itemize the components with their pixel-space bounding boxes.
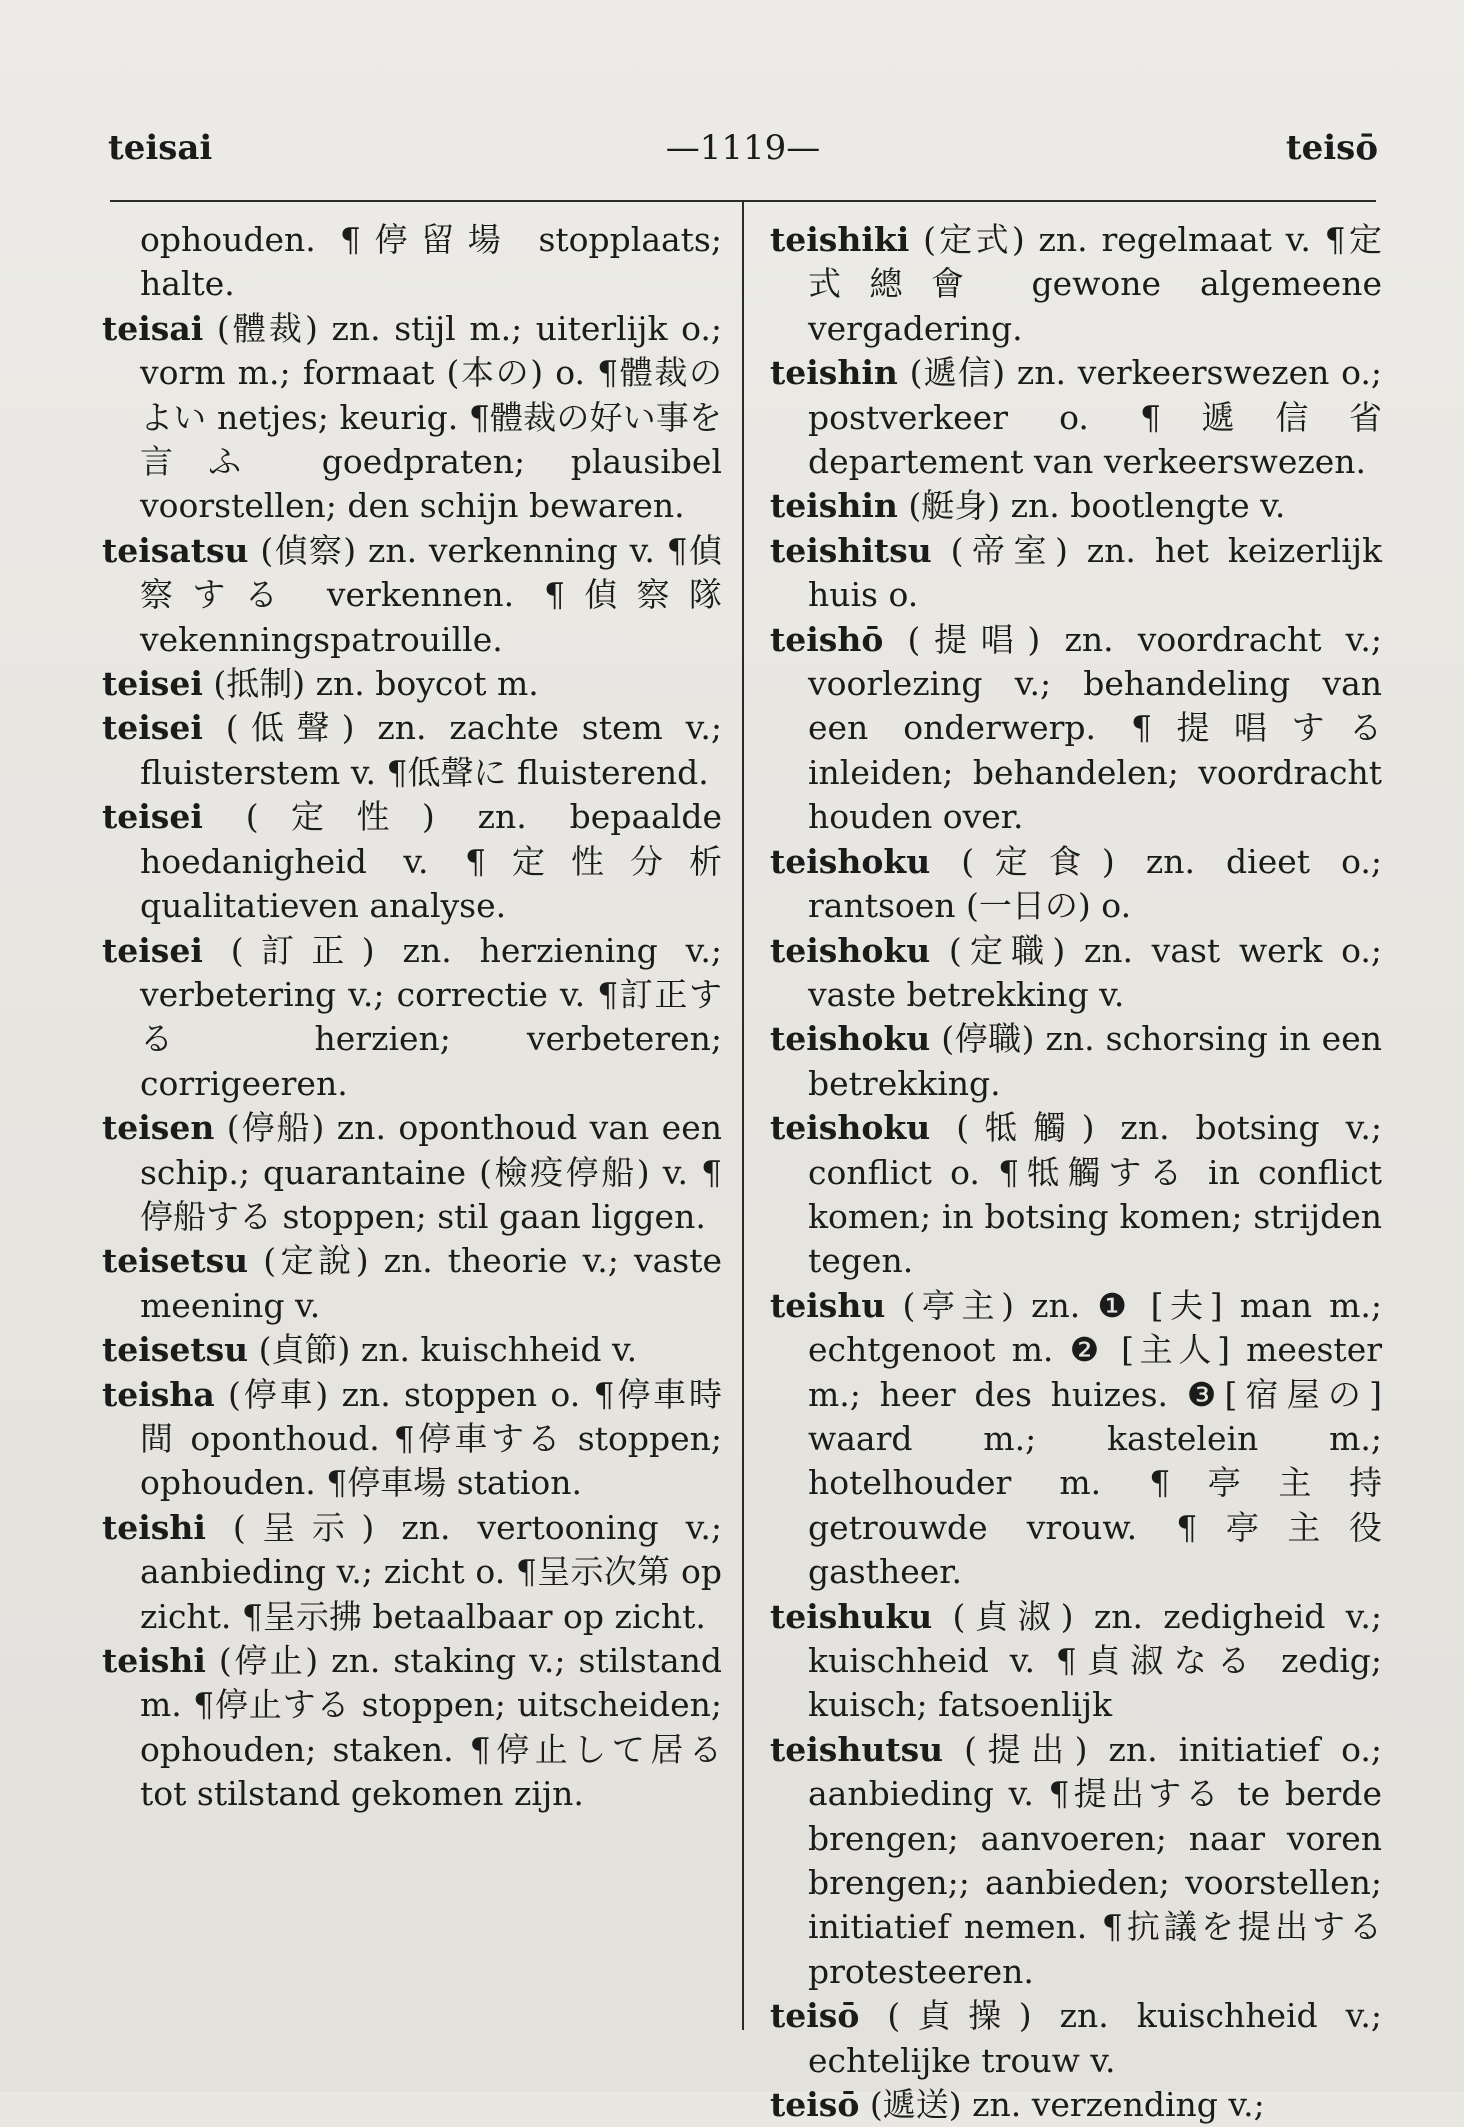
entry-headword: teisen [102, 1108, 215, 1148]
entry-definition: (定食) zn. dieet o.; rantsoen (一日の) o. [808, 841, 1382, 926]
entry-definition: (偵察) zn. verkenning v. ¶偵察する verkennen. ¶偵察隊 vekenningspatrouille. [140, 530, 722, 659]
entry-definition: (貞淑) zn. zedigheid v.; kuischheid v. ¶貞淑なる zedig; kuisch; fatsoenlijk [808, 1596, 1382, 1725]
dictionary-entry [102, 929, 722, 1107]
entry-definition: (遞送) zn. verzending v.; [859, 2085, 1265, 2125]
dictionary-entry [770, 1728, 1382, 1994]
dictionary-entry [770, 529, 1382, 618]
entry-headword: teisatsu [102, 530, 249, 570]
entry-definition: (訂正) zn. herziening v.; verbetering v.; correctie v. ¶訂正する herzien; verbeteren; corrigeeren. [140, 930, 722, 1103]
entry-definition: (定職) zn. vast werk o.; vaste betrekking v. [808, 930, 1382, 1014]
entry-headword: teishō [770, 619, 884, 659]
entry-continuation [102, 218, 722, 307]
entry-headword: teishutsu [770, 1729, 944, 1769]
entry-definition: (貞操) zn. kuischheid v.; echtelijke trouw v. [808, 1996, 1382, 2080]
entry-definition: (停船) zn. oponthoud van een schip.; quarantaine (檢疫停船) v. ¶停船する stoppen; stil gaan liggen. [140, 1108, 722, 1236]
entry-definition: (貞節) zn. kuischheid v. [248, 1330, 638, 1370]
dictionary-entry [770, 929, 1382, 1018]
entry-definition: (呈示) zn. vertooning v.; aanbieding v.; zicht o. ¶呈示次第 op zicht. ¶呈示拂 betaalbaar op zicht. [140, 1507, 722, 1636]
dictionary-entry [102, 1506, 722, 1639]
column-divider [742, 200, 744, 2030]
left-guide-word: teisai [108, 128, 213, 168]
entry-headword: teishin [770, 486, 898, 526]
dictionary-entry [770, 1595, 1382, 1728]
entry-headword: teisō [770, 2085, 860, 2125]
entry-headword: teishin [770, 353, 898, 393]
entry-headword: teishi [102, 1507, 206, 1547]
dictionary-entry [102, 706, 722, 795]
dictionary-entry [770, 1106, 1382, 1284]
entry-headword: teisō [770, 1996, 860, 2036]
dictionary-entry [770, 1017, 1382, 1106]
dictionary-entry [102, 307, 722, 529]
right-column [770, 218, 1382, 2127]
entry-definition: (停職) zn. schorsing in een betrekking. [808, 1019, 1382, 1103]
dictionary-entry [102, 662, 722, 706]
dictionary-entry [102, 795, 722, 928]
dictionary-entry [102, 1106, 722, 1239]
dictionary-entry [770, 484, 1382, 528]
dictionary-entry [770, 2083, 1382, 2127]
entry-definition: (牴觸) zn. botsing v.; conflict o. ¶牴觸する in conflict komen; in botsing komen; strijden tegen. [808, 1108, 1382, 1281]
entry-definition: (遞信) zn. verkeerswezen o.; postverkeer o. ¶遞信省 departement van verkeerswezen. [808, 353, 1382, 482]
entry-headword: teishoku [770, 1108, 931, 1148]
entry-definition: (提唱) zn. voordracht v.; voorlezing v.; behandeling van een onderwerp. ¶提唱する inleiden; behandelen; voordracht houden over. [808, 619, 1382, 837]
dictionary-entry [770, 351, 1382, 484]
entry-definition: (低聲) zn. zachte stem v.; fluisterstem v. ¶低聲に fluisterend. [140, 708, 722, 792]
dictionary-entry [770, 218, 1382, 351]
page-header [108, 128, 1378, 172]
entry-definition: (體裁) zn. stijl m.; uiterlijk o.; vorm m.; formaat (本の) o. ¶體裁のよい netjes; keurig. ¶體裁の好い事を言ふ goedpraten; plausibel voorstellen; den schijn bewaren. [140, 308, 722, 526]
entry-headword: teishoku [770, 930, 931, 970]
entry-headword: teisei [102, 664, 203, 704]
right-guide-word: teisō [1285, 128, 1378, 168]
entry-headword: teisha [102, 1374, 215, 1414]
entry-headword: teishoku [770, 841, 931, 881]
dictionary-entry [102, 1328, 722, 1372]
entry-definition: (定式) zn. regelmaat v. ¶定式總會 gewone algemeene vergadering. [808, 220, 1382, 348]
entry-headword: teishu [770, 1285, 886, 1325]
dictionary-entry [102, 529, 722, 662]
entry-definition: (抵制) zn. boycot m. [202, 664, 539, 704]
entry-headword: teishiki [770, 220, 910, 259]
entry-headword: teisei [102, 708, 203, 748]
entry-definition: (定性) zn. bepaalde hoedanigheid v. ¶定性分析 qualitatieven analyse. [140, 797, 722, 926]
entry-headword: teishi [102, 1641, 206, 1680]
entry-definition: (停車) zn. stoppen o. ¶停車時間 oponthoud. ¶停車する stoppen; ophouden. ¶停車場 station. [140, 1374, 722, 1503]
entry-headword: teisetsu [102, 1241, 249, 1281]
dictionary-entry [102, 1373, 722, 1506]
entry-definition: (帝室) zn. het keizerlijk huis o. [808, 530, 1382, 615]
page-number: —1119— [665, 128, 821, 168]
entry-headword: teisei [102, 797, 203, 837]
entry-headword: teishoku [770, 1019, 931, 1059]
left-column [102, 218, 722, 1817]
entry-definition: (亭主) zn. ❶ [夫] man m.; echtgenoot m. ❷ [主人] meester m.; heer des huizes. ❸[宿屋の] waard m.; kastelein m.; hotelhouder m. ¶亭主持 getrouwde vrouw. ¶亭主役 gastheer. [808, 1285, 1382, 1592]
entry-headword: teishuku [770, 1596, 933, 1636]
entry-definition: ophouden. ¶停留場 stopplaats; halte. [140, 220, 722, 304]
dictionary-entry [770, 840, 1382, 929]
dictionary-entry [102, 1639, 722, 1817]
dictionary-entry [770, 1284, 1382, 1595]
entry-headword: teisei [102, 930, 203, 970]
entry-definition: (艇身) zn. bootlengte v. [897, 486, 1286, 526]
entry-definition: (定說) zn. theorie v.; vaste meening v. [140, 1241, 722, 1325]
entry-headword: teishitsu [770, 530, 932, 570]
entry-headword: teisai [102, 308, 204, 348]
dictionary-entry [770, 1994, 1382, 2083]
dictionary-entry [102, 1239, 722, 1328]
entry-definition: (提出) zn. initiatief o.; aanbieding v. ¶提出する te berde brengen; aanvoeren; naar voren brengen;; aanbieden; voorstellen; initiatief nemen. ¶抗議を提出する protesteeren. [808, 1729, 1382, 1991]
dictionary-entry [770, 618, 1382, 840]
entry-definition: (停止) zn. staking v.; stilstand m. ¶停止する stoppen; uitscheiden; ophouden; staken. ¶停止して居る tot stilstand gekomen zijn. [140, 1641, 722, 1814]
entry-headword: teisetsu [102, 1330, 249, 1370]
